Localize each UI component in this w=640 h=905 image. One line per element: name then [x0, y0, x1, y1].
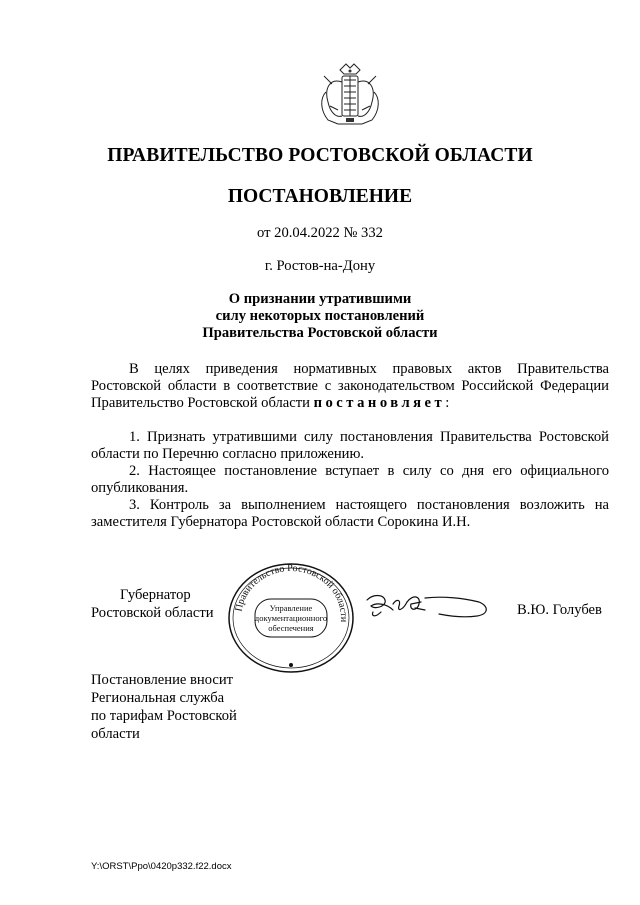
subject-line: О признании утратившими [228, 291, 412, 307]
preamble-tail: : [445, 395, 450, 411]
signatory-title-line: Ростовской области [91, 605, 214, 621]
handwritten-signature [363, 588, 493, 628]
file-path: Y:\ORST\Ppo\0420p332.f22.docx [91, 861, 232, 872]
coat-of-arms-emblem [316, 62, 384, 128]
doc-type-title: ПОСТАНОВЛЕНИЕ [227, 186, 413, 207]
preamble-text: В целях приведения нормативных правовых актов Правительства Ростовской области в соответствие с законодательством Российской Федерации Правительство Ростовской области [91, 361, 609, 411]
submitted-by-line: Постановление вносит [91, 672, 234, 688]
subject-line: силу некоторых постановлений [215, 308, 425, 324]
signatory-title [91, 586, 214, 622]
decree-item: 3. Контроль за выполнением настоящего постановления возложить на заместителя Губернатора Ростовской области Сорокина И.Н. [91, 497, 609, 530]
stamp-ring-text: Правительство Ростовской области [233, 562, 350, 623]
signatory-name: В.Ю. Голубев [517, 602, 602, 618]
official-stamp [225, 561, 357, 675]
city: г. Ростов-на-Дону [264, 258, 376, 274]
submitted-by-line: Региональная служба [91, 690, 225, 706]
org-title: ПРАВИТЕЛЬСТВО РОСТОВСКОЙ ОБЛАСТИ [107, 145, 533, 166]
document-subject [0, 291, 640, 342]
subject-line: Правительства Ростовской области [202, 325, 438, 341]
decree-item: 2. Настоящее постановление вступает в силу со дня его официального опубликования. [91, 463, 609, 496]
preamble-verb: постановляет [313, 395, 446, 411]
signatory-title-line: Губернатор [120, 587, 191, 603]
date-number: от 20.04.2022 № 332 [257, 225, 383, 241]
decree-items [91, 429, 609, 531]
submitted-by-line: области [91, 726, 140, 742]
stamp-inner-line: документационного [254, 613, 328, 623]
decree-item: 1. Признать утратившими силу постановления Правительства Ростовской области по Перечню согласно приложению. [91, 429, 609, 462]
stamp-inner-line: Управление [269, 603, 313, 613]
submitted-by-note [91, 671, 291, 743]
stamp-inner-line: обеспечения [268, 623, 314, 633]
submitted-by-line: по тарифам Ростовской [91, 708, 237, 724]
preamble-paragraph [91, 361, 609, 412]
